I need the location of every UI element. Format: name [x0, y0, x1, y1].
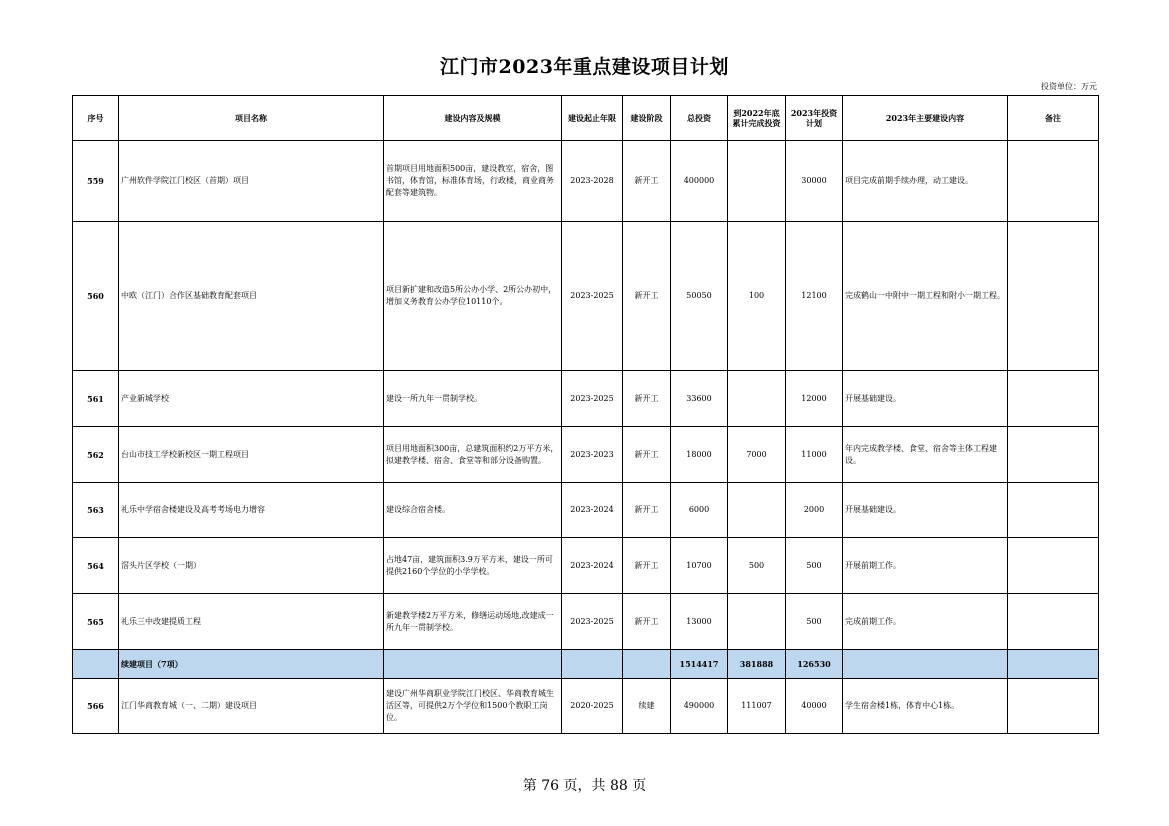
cell-content2023: 开展基础建设。: [843, 371, 1008, 427]
page-footer: 第 76 页，共 88 页: [522, 778, 647, 794]
cell-done2022: 500: [728, 538, 786, 594]
cell-plan2023: 500: [786, 594, 843, 650]
cell-remark: [1008, 483, 1099, 538]
cell-content2023: 完成前期工作。: [843, 594, 1008, 650]
cell-seq: 562: [73, 427, 119, 483]
cell-remark: [1008, 679, 1099, 734]
cell-remark: [1008, 222, 1099, 371]
cell-scope: 新建教学楼2万平方米，修缮运动场地,改建成一所九年一贯制学校。: [384, 594, 562, 650]
cell-stage: 新开工: [623, 141, 671, 222]
cell-seq: 565: [73, 594, 119, 650]
cell-stage: 新开工: [623, 594, 671, 650]
cell-seq: 564: [73, 538, 119, 594]
cell-stage: 新开工: [623, 371, 671, 427]
cell-scope: 首期项目用地面积500亩，建设教室，宿舍，图书馆，体育馆，标准体育场，行政楼，商业商务配套等建筑物。: [384, 141, 562, 222]
cell-name: 台山市技工学校新校区一期工程项目: [119, 427, 384, 483]
cell-period: 2023-2024: [562, 538, 623, 594]
project-table: [72, 95, 1099, 734]
unit-label: 投资单位：万元: [1041, 82, 1097, 91]
col-header-stage: 建设阶段: [623, 96, 671, 141]
col-header-content2023: 2023年主要建设内容: [843, 96, 1008, 141]
cell-content2023: [843, 650, 1008, 679]
cell-plan2023: 500: [786, 538, 843, 594]
cell-period: [562, 650, 623, 679]
col-header-name: 项目名称: [119, 96, 384, 141]
col-header-scope: 建设内容及规模: [384, 96, 562, 141]
group-done2022: 381888: [728, 650, 786, 679]
cell-plan2023: 12100: [786, 222, 843, 371]
group-plan2023: 126530: [786, 650, 843, 679]
cell-period: 2023-2025: [562, 594, 623, 650]
cell-total: 400000: [671, 141, 728, 222]
cell-content2023: 开展基础建设。: [843, 483, 1008, 538]
table-row: [73, 371, 1099, 427]
cell-period: 2023-2025: [562, 222, 623, 371]
cell-scope: [384, 650, 562, 679]
cell-period: 2023-2024: [562, 483, 623, 538]
cell-done2022: [728, 371, 786, 427]
cell-seq: 560: [73, 222, 119, 371]
cell-total: 50050: [671, 222, 728, 371]
cell-stage: 新开工: [623, 538, 671, 594]
cell-plan2023: 40000: [786, 679, 843, 734]
cell-seq: 563: [73, 483, 119, 538]
cell-remark: [1008, 650, 1099, 679]
table-row: [73, 222, 1099, 371]
cell-seq: 566: [73, 679, 119, 734]
cell-seq: 561: [73, 371, 119, 427]
table-row: [73, 141, 1099, 222]
cell-scope: 建设综合宿舍楼。: [384, 483, 562, 538]
cell-plan2023: 2000: [786, 483, 843, 538]
cell-plan2023: 12000: [786, 371, 843, 427]
cell-remark: [1008, 538, 1099, 594]
table-row: [73, 679, 1099, 734]
cell-name: 广州软件学院江门校区（首期）项目: [119, 141, 384, 222]
cell-period: 2020-2025: [562, 679, 623, 734]
table-row: [73, 427, 1099, 483]
cell-done2022: [728, 141, 786, 222]
col-header-total: 总投资: [671, 96, 728, 141]
cell-name: 产业新城学校: [119, 371, 384, 427]
group-label: 续建项目（7项）: [119, 650, 384, 679]
cell-remark: [1008, 594, 1099, 650]
cell-name: 江门华商教育城（一、二期）建设项目: [119, 679, 384, 734]
cell-remark: [1008, 141, 1099, 222]
page-title: 江门市2023年重点建设项目计划: [440, 56, 729, 78]
table-row: [73, 594, 1099, 650]
cell-total: 490000: [671, 679, 728, 734]
col-header-remark: 备注: [1008, 96, 1099, 141]
cell-name: 中欧（江门）合作区基础教育配套项目: [119, 222, 384, 371]
cell-seq: [73, 650, 119, 679]
cell-scope: 项目用地面积300亩，总建筑面积约2万平方米，拟建教学楼、宿舍、食堂等和部分设备购置。: [384, 427, 562, 483]
cell-total: 10700: [671, 538, 728, 594]
cell-stage: 新开工: [623, 222, 671, 371]
cell-total: 6000: [671, 483, 728, 538]
cell-done2022: 7000: [728, 427, 786, 483]
cell-content2023: 开展前期工作。: [843, 538, 1008, 594]
group-total: 1514417: [671, 650, 728, 679]
cell-stage: 续建: [623, 679, 671, 734]
cell-total: 13000: [671, 594, 728, 650]
cell-scope: 占地47亩，建筑面积3.9万平方米，建设一所可提供2160个学位的小学学校。: [384, 538, 562, 594]
col-header-done2022: 到2022年底累计完成投资: [728, 96, 786, 141]
cell-done2022: [728, 483, 786, 538]
cell-total: 18000: [671, 427, 728, 483]
cell-remark: [1008, 371, 1099, 427]
cell-remark: [1008, 427, 1099, 483]
table-row: [73, 483, 1099, 538]
col-header-seq: 序号: [73, 96, 119, 141]
cell-done2022: 100: [728, 222, 786, 371]
group-row: [73, 650, 1099, 679]
cell-plan2023: 11000: [786, 427, 843, 483]
cell-stage: [623, 650, 671, 679]
cell-done2022: 111007: [728, 679, 786, 734]
cell-stage: 新开工: [623, 427, 671, 483]
cell-name: 滘头片区学校（一期）: [119, 538, 384, 594]
cell-total: 33600: [671, 371, 728, 427]
cell-name: 礼乐中学宿舍楼建设及高考考场电力增容: [119, 483, 384, 538]
cell-content2023: 年内完成教学楼、食堂、宿舍等主体工程建设。: [843, 427, 1008, 483]
col-header-plan2023: 2023年投资计划: [786, 96, 843, 141]
cell-scope: 建设一所九年一贯制学校。: [384, 371, 562, 427]
cell-stage: 新开工: [623, 483, 671, 538]
cell-scope: 建设广州华商职业学院江门校区、华商教育城生活区等，可提供2万个学位和1500个教职工岗位。: [384, 679, 562, 734]
cell-content2023: 项目完成前期手续办理，动工建设。: [843, 141, 1008, 222]
cell-done2022: [728, 594, 786, 650]
cell-plan2023: 30000: [786, 141, 843, 222]
cell-period: 2023-2025: [562, 371, 623, 427]
col-header-period: 建设起止年限: [562, 96, 623, 141]
cell-period: 2023-2028: [562, 141, 623, 222]
cell-scope: 项目新扩建和改造5所公办小学、2所公办初中，增加义务教育公办学位10110个。: [384, 222, 562, 371]
cell-content2023: 完成鹤山一中附中一期工程和附小一期工程。: [843, 222, 1008, 371]
cell-seq: 559: [73, 141, 119, 222]
table-row: [73, 538, 1099, 594]
header-row: [73, 96, 1099, 141]
cell-content2023: 学生宿舍楼1栋，体育中心1栋。: [843, 679, 1008, 734]
cell-period: 2023-2023: [562, 427, 623, 483]
cell-name: 礼乐三中改建提质工程: [119, 594, 384, 650]
